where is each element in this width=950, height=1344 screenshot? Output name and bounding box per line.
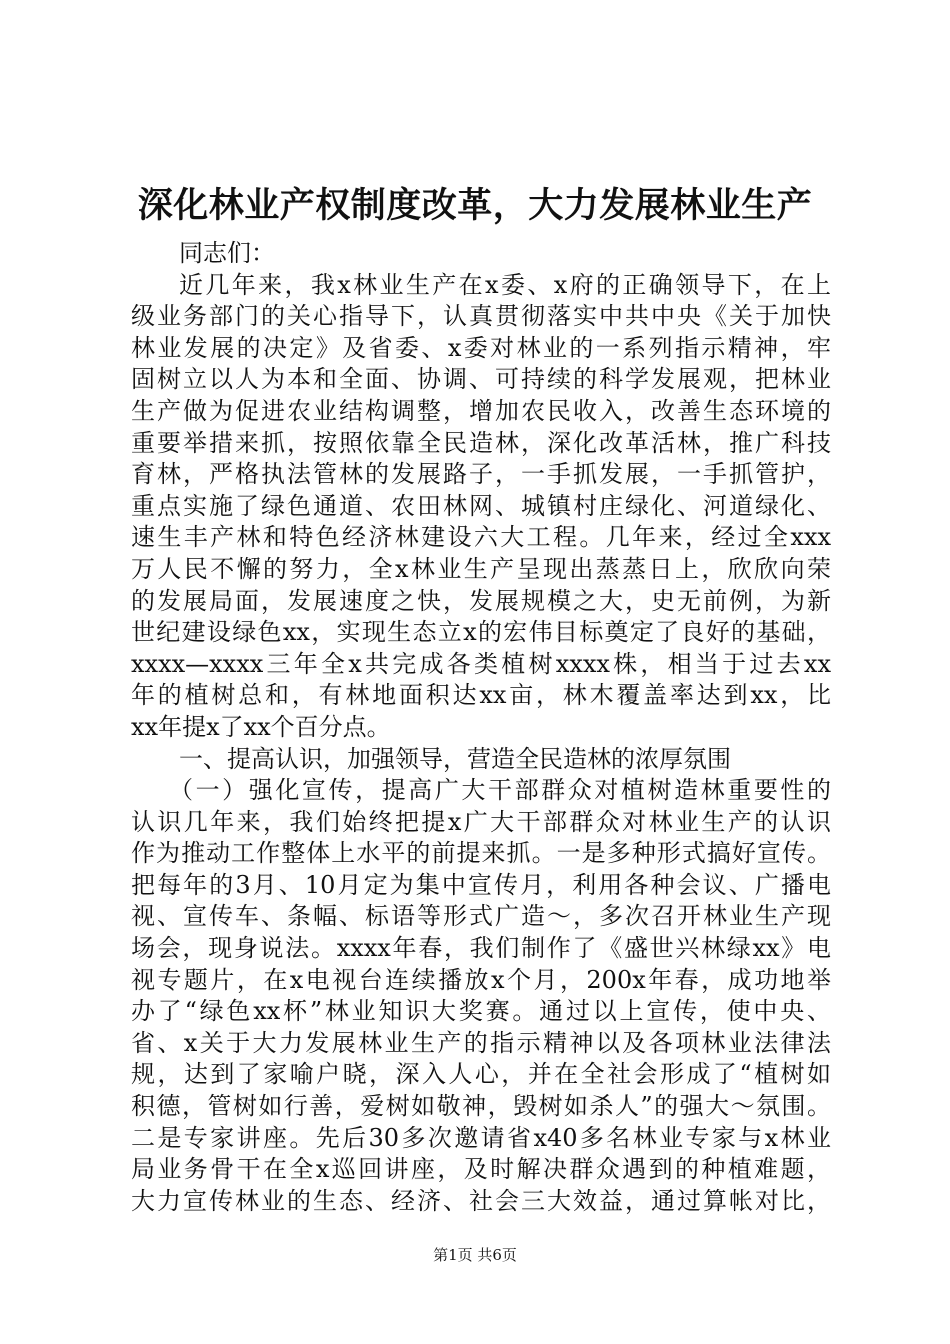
paragraph-line: 把每年的3月、10月定为集中宣传月，利用各种会议、广播电 [131,870,831,899]
paragraph-line: 世纪建设绿色xx，实现生态立x的宏伟目标奠定了良好的基础， [131,618,831,647]
paragraph-line: 的发展局面，发展速度之快，发展规模之大，史无前例，为新 [131,586,831,615]
paragraph-line: 二是专家讲座。先后30多次邀请省x40多名林业专家与x林业 [131,1123,831,1152]
paragraph-line: 万人民不懈的努力，全x林业生产呈现出蒸蒸日上，欣欣向荣 [131,554,831,583]
paragraph-line: 积德，管树如行善，爱树如敬神，毁树如杀人”的强大～氛围。 [131,1092,831,1121]
paragraph-line: 省、x关于大力发展林业生产的指示精神以及各项林业法律法 [131,1028,831,1057]
paragraph-line: 大力宣传林业的生态、经济、社会三大效益，通过算帐对比， [131,1186,831,1215]
document-title: 深化林业产权制度改革，大力发展林业生产 [137,185,813,226]
paragraph-line: xxxx—xxxx三年全x共完成各类植树xxxx株，相当于过去xx [131,649,831,678]
paragraph-line: 年的植树总和，有林地面积达xx亩，林木覆盖率达到xx，比 [131,681,831,710]
paragraph-line: 级业务部门的关心指导下，认真贯彻落实中共中央《关于加快 [131,302,831,331]
paragraph-line: 局业务骨干在全x巡回讲座，及时解决群众遇到的种植难题， [131,1155,831,1184]
paragraph-line: 生产做为促进农业结构调整，增加农民收入，改善生态环境的 [131,396,831,425]
paragraph-line: 近几年来，我x林业生产在x委、x府的正确领导下，在上 [179,270,831,299]
paragraph-line: 认识几年来，我们始终把提x广大干部群众对林业生产的认识 [131,807,831,836]
paragraph-line: xx年提x了xx个百分点。 [131,712,391,741]
paragraph-line: 重点实施了绿色通道、农田林网、城镇村庄绿化、河道绿化、 [131,491,831,520]
subsection-heading: （一）强化宣传，提高广大干部群众对植树造林重要性的 [169,776,831,805]
page-number: 第1页 共6页 [433,1246,517,1264]
salutation: 同志们： [179,239,275,267]
paragraph-line: 林业发展的决定》及省委、x委对林业的一系列指示精神，牢 [131,333,831,362]
paragraph-line: 育林，严格执法管林的发展路子，一手抓发展，一手抓管护， [131,460,831,489]
paragraph-line: 场会，现身说法。xxxx年春，我们制作了《盛世兴林绿xx》电 [131,934,831,963]
document-body [131,238,831,1217]
section-heading: 一、提高认识，加强领导，营造全民造林的浓厚氛围 [179,744,731,773]
paragraph-line: 速生丰产林和特色经济林建设六大工程。几年来，经过全xxx [131,523,831,552]
paragraph-line: 视专题片，在x电视台连续播放x个月，200x年春，成功地举 [131,965,831,994]
paragraph-line: 视、宣传车、条幅、标语等形式广造～，多次召开林业生产现 [131,902,831,931]
paragraph-line: 固树立以人为本和全面、协调、可持续的科学发展观，把林业 [131,365,831,394]
paragraph-line: 办了“绿色xx杯”林业知识大奖赛。通过以上宣传，使中央、 [131,997,831,1026]
paragraph-line: 重要举措来抓，按照依靠全民造林，深化改革活林，推广科技 [131,428,831,457]
paragraph-line: 规，达到了家喻户晓，深入人心，并在全社会形成了“植树如 [131,1060,831,1089]
paragraph-line: 作为推动工作整体上水平的前提来抓。一是多种形式搞好宣传。 [131,839,831,868]
